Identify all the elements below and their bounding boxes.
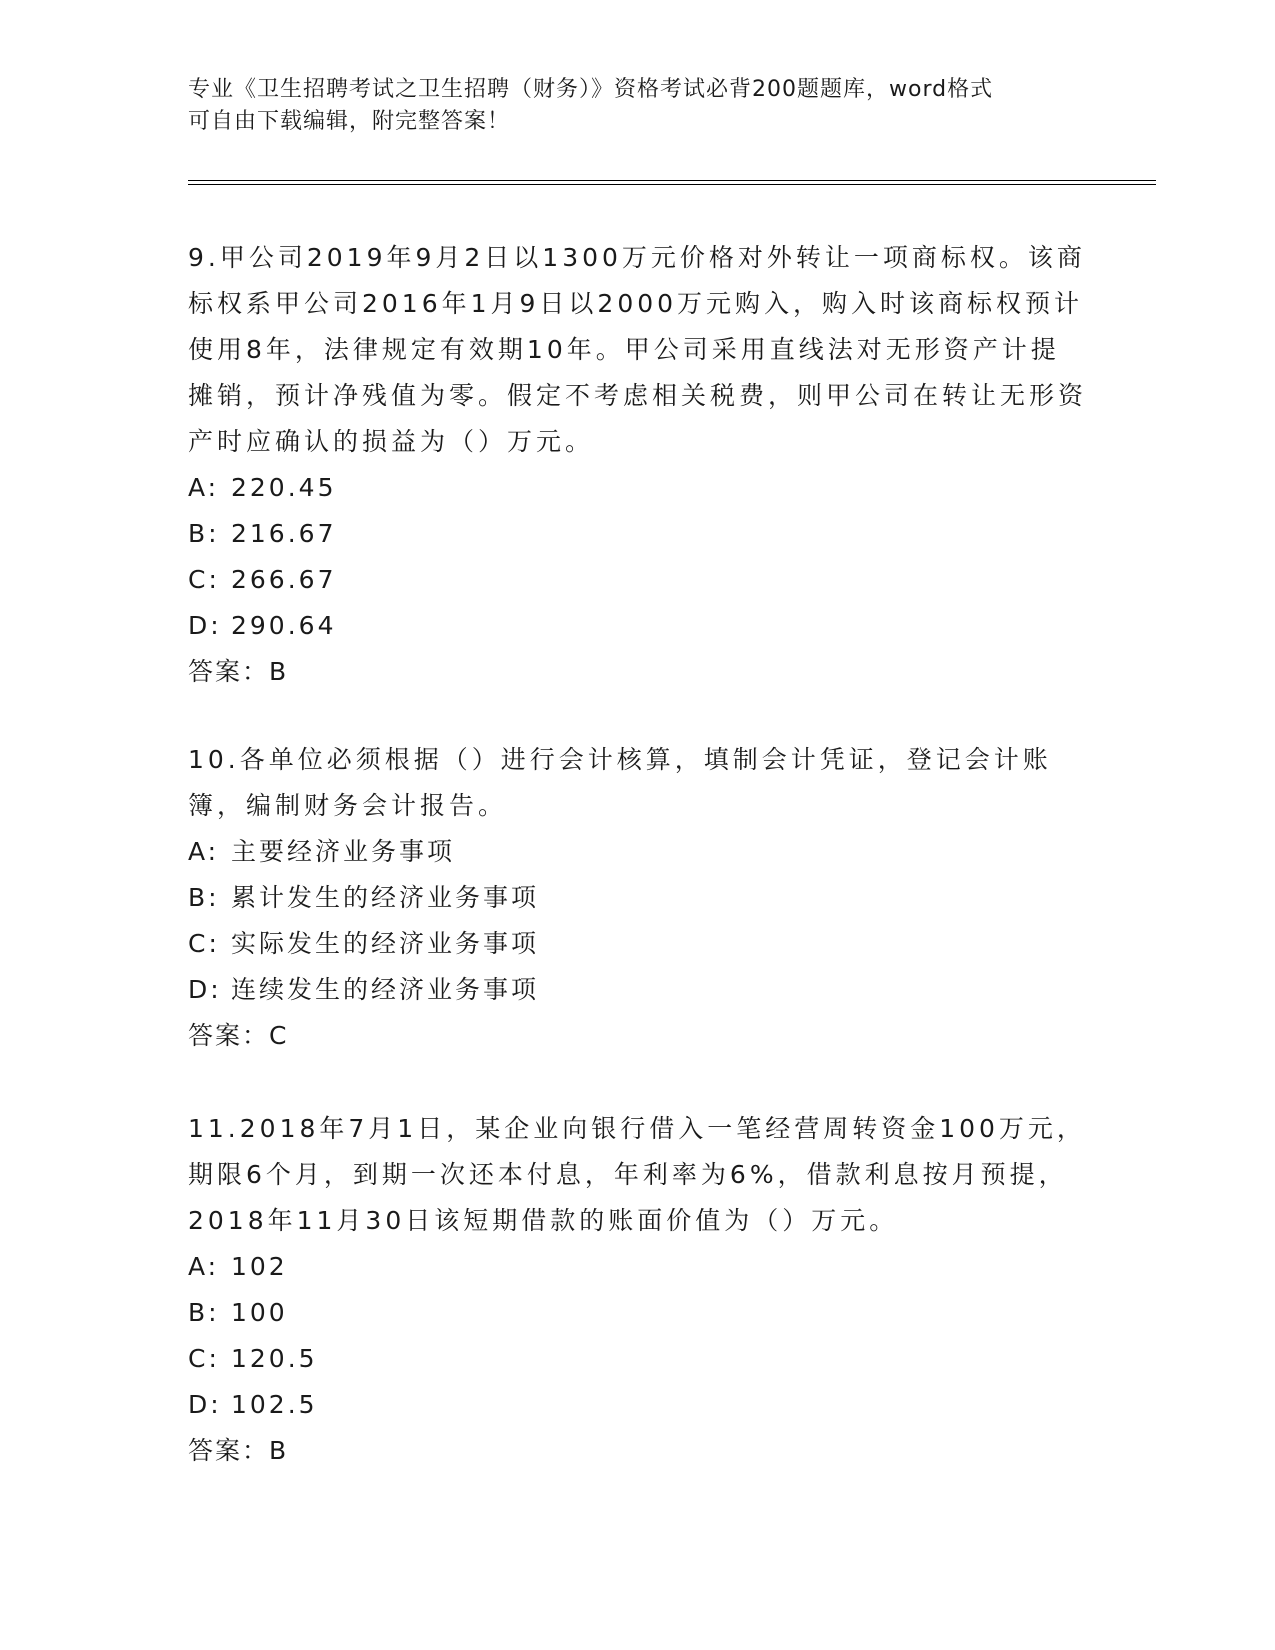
option-b bbox=[188, 875, 1088, 921]
option-c bbox=[188, 557, 1088, 603]
question-text: 11.2018年7月1日，某企业向银行借入一笔经营周转资金100万元，期限6个月，到期一次还本付息，年利率为6%，借款利息按月预提，2018年11月30日该短期借款的账面价值为（）万元。 bbox=[188, 1114, 1086, 1235]
header-line-1: 专业《卫生招聘考试之卫生招聘（财务）》资格考试必背200题题库，word格式 bbox=[188, 77, 994, 102]
option-value: 100 bbox=[231, 1298, 288, 1327]
option-d bbox=[188, 603, 1088, 649]
option-value: 216.67 bbox=[231, 519, 337, 548]
option-label: C: bbox=[188, 1344, 220, 1373]
option-b bbox=[188, 1290, 1088, 1336]
option-label: A: bbox=[188, 1252, 220, 1281]
option-label: D: bbox=[188, 1390, 222, 1419]
option-a bbox=[188, 829, 1088, 875]
answer: 答案：B bbox=[188, 1436, 289, 1465]
option-c bbox=[188, 921, 1088, 967]
option-value: 266.67 bbox=[231, 565, 337, 594]
option-value: 主要经济业务事项 bbox=[231, 837, 456, 866]
option-value: 220.45 bbox=[231, 473, 337, 502]
document-header bbox=[188, 74, 1088, 138]
option-c bbox=[188, 1336, 1088, 1382]
option-value: 连续发生的经济业务事项 bbox=[231, 975, 540, 1004]
answer: 答案：B bbox=[188, 657, 289, 686]
option-value: 120.5 bbox=[231, 1344, 318, 1373]
option-a bbox=[188, 1244, 1088, 1290]
option-value: 实际发生的经济业务事项 bbox=[231, 929, 540, 958]
question-9 bbox=[188, 235, 1088, 695]
question-text: 9.甲公司2019年9月2日以1300万元价格对外转让一项商标权。该商标权系甲公司2016年1月9日以2000万元购入，购入时该商标权预计使用8年，法律规定有效期10年。甲公司采用直线法对无形资产计提摊销，预计净残值为零。假定不考虑相关税费，则甲公司在转让无形资产时应确认的损益为（）万元。 bbox=[188, 243, 1088, 456]
answer: 答案：C bbox=[188, 1021, 289, 1050]
option-label: B: bbox=[188, 883, 220, 912]
option-d bbox=[188, 1382, 1088, 1428]
option-value: 102 bbox=[231, 1252, 288, 1281]
option-value: 102.5 bbox=[231, 1390, 318, 1419]
question-11 bbox=[188, 1106, 1088, 1474]
option-label: A: bbox=[188, 473, 220, 502]
question-text: 10.各单位必须根据（）进行会计核算，填制会计凭证，登记会计账簿，编制财务会计报告。 bbox=[188, 745, 1052, 820]
option-label: A: bbox=[188, 837, 220, 866]
header-line-2: 可自由下载编辑，附完整答案！ bbox=[188, 109, 511, 134]
option-label: D: bbox=[188, 975, 222, 1004]
option-b bbox=[188, 511, 1088, 557]
option-label: D: bbox=[188, 611, 222, 640]
header-divider-top bbox=[188, 180, 1156, 181]
option-label: C: bbox=[188, 929, 220, 958]
option-value: 290.64 bbox=[231, 611, 337, 640]
option-a bbox=[188, 465, 1088, 511]
option-label: B: bbox=[188, 519, 220, 548]
header-divider-bottom bbox=[188, 184, 1156, 185]
question-10 bbox=[188, 737, 1088, 1059]
option-value: 累计发生的经济业务事项 bbox=[231, 883, 540, 912]
option-label: B: bbox=[188, 1298, 220, 1327]
option-d bbox=[188, 967, 1088, 1013]
option-label: C: bbox=[188, 565, 220, 594]
